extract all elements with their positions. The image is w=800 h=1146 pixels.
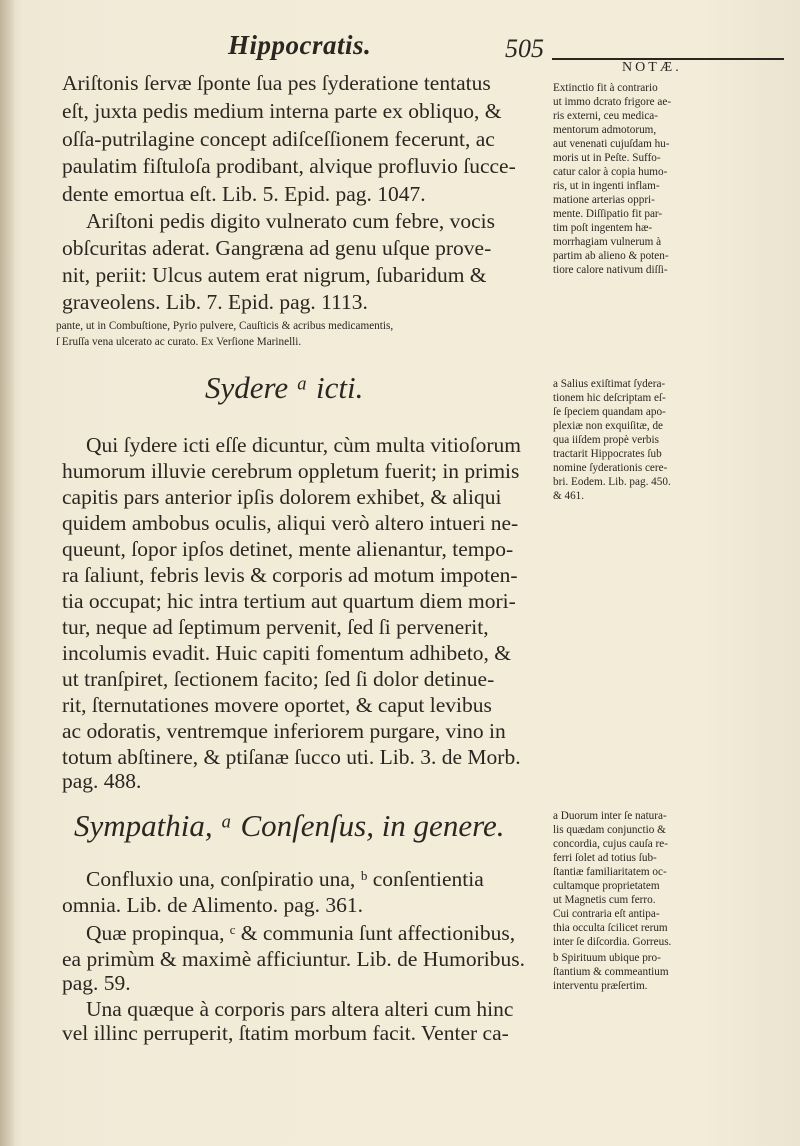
note-line: & 461. bbox=[553, 490, 585, 502]
main-line: tur, neque ad ſeptimum pervenit, ſed ſi pervenerit, bbox=[62, 615, 489, 639]
main-line: humorum illuvie cerebrum oppletum fuerit; in primis bbox=[62, 459, 520, 483]
main-line: Ariſtonis ſervæ ſponte ſua pes ſyderatione tentatus bbox=[62, 71, 491, 95]
main-line: paulatim fiſtuloſa prodibant, alvique profluvio ſucce- bbox=[62, 154, 516, 178]
note-line: aut venenati cujuſdam hu- bbox=[553, 138, 670, 150]
note-line: ferri ſolet ad totius ſub- bbox=[553, 852, 657, 864]
running-title: Hippocratis. bbox=[228, 30, 372, 60]
page-number: 505 bbox=[505, 34, 544, 63]
note-line: interventu præſertim. bbox=[553, 980, 648, 992]
main-line: ra ſaliunt, febris levis & corporis ad motum impoten- bbox=[62, 563, 518, 587]
note-line: ſtantiæ familiaritatem oc- bbox=[553, 866, 667, 878]
page-gutter-shadow bbox=[0, 0, 14, 1146]
wide-note-line: ſ Eruſſa vena ulcerato ac curato. Ex Verſione Marinelli. bbox=[56, 336, 302, 348]
note-line: b Spirituum ubique pro- bbox=[553, 952, 661, 964]
note-line: ris externi, ceu medica- bbox=[553, 110, 658, 122]
note-line: bri. Eodem. Lib. pag. 450. bbox=[553, 476, 671, 488]
main-line: obſcuritas aderat. Gangræna ad genu uſque prove- bbox=[62, 236, 492, 260]
note-line: ſtantium & commeantium bbox=[553, 966, 669, 978]
note-line: mente. Diſſipatio fit par- bbox=[553, 208, 663, 220]
note-line: ris, ut in ingenti inflam- bbox=[553, 180, 660, 192]
main-line: pag. 59. bbox=[62, 971, 131, 995]
note-line: matione arterias oppri- bbox=[553, 194, 655, 206]
note-line: Extinctio fit à contrario bbox=[553, 82, 658, 94]
section-heading-sydere: Sydere ᵃ icti. bbox=[205, 370, 364, 405]
main-line: rit, ſternutationes movere oportet, & caput levibus bbox=[62, 693, 492, 717]
main-line: quidem ambobus oculis, aliqui verò altero intueri ne- bbox=[62, 511, 519, 535]
main-line: totum abſtinere, & ptiſanæ ſucco uti. Lib. 3. de Morb. bbox=[62, 745, 521, 769]
main-line: Qui ſydere icti eſſe dicuntur, cùm multa vitioſorum bbox=[86, 433, 522, 457]
note-line: ſe ſpeciem quandam apo- bbox=[553, 406, 666, 418]
section-heading-sympathia: Sympathia, ᵃ Conſenſus, in genere. bbox=[74, 808, 505, 843]
main-line: ea primùm & maximè afficiuntur. Lib. de Humoribus. bbox=[62, 947, 525, 971]
main-line: incolumis evadit. Huic capiti fomentum adhibeto, & bbox=[62, 641, 512, 665]
main-line: vel illinc perruperit, ſtatim morbum facit. Venter ca- bbox=[62, 1021, 509, 1045]
notes-heading: NOTÆ. bbox=[622, 60, 682, 75]
main-line: eſt, juxta pedis medium interna parte ex obliquo, & bbox=[62, 99, 502, 123]
note-line: tionem hic deſcriptam eſ- bbox=[553, 392, 666, 404]
note-line: ut immo dcrato frigore ae- bbox=[553, 96, 672, 108]
note-line: a Salius exiſtimat ſydera- bbox=[553, 378, 666, 390]
note-line: catur calor à copia humo- bbox=[553, 166, 668, 178]
note-line: tiore calore nativum diſſi- bbox=[553, 264, 668, 276]
main-line: ac odoratis, ventremque inferiorem purgare, vino in bbox=[62, 719, 506, 743]
main-line: graveolens. Lib. 7. Epid. pag. 1113. bbox=[62, 290, 368, 314]
note-line: tim poſt ingentem hæ- bbox=[553, 222, 653, 234]
main-line: tia occupat; hic intra tertium aut quartum diem mori- bbox=[62, 589, 516, 613]
note-line: ut Magnetis cum ferro. bbox=[553, 894, 656, 906]
main-line: pag. 488. bbox=[62, 769, 142, 793]
main-line: oſſa-putrilagine concept adiſceſſionem fecerunt, ac bbox=[62, 127, 495, 151]
main-line: queunt, ſopor ipſos detinet, mente alienantur, tempo- bbox=[62, 537, 514, 561]
note-line: lis quædam conjunctio & bbox=[553, 824, 666, 836]
wide-note-line: pante, ut in Combuſtione, Pyrio pulvere, Cauſticis & acribus medicamentis, bbox=[56, 320, 394, 332]
main-line: Confluxio una, conſpiratio una, ᵇ conſentientia bbox=[86, 867, 484, 891]
note-line: morrhagiam vulnerum à bbox=[553, 236, 662, 248]
note-line: a Duorum inter ſe natura- bbox=[553, 810, 667, 822]
note-line: partim ab alieno & poten- bbox=[553, 250, 669, 262]
note-line: cultamque proprietatem bbox=[553, 880, 660, 892]
note-line: plexiæ non exquiſitæ, de bbox=[553, 420, 664, 432]
note-line: mentorum admotorum, bbox=[553, 124, 657, 136]
note-line: nomine ſyderationis cere- bbox=[553, 462, 668, 474]
note-line: inter ſe diſcordia. Gorreus. bbox=[553, 936, 672, 948]
note-line: qua iiſdem propè verbis bbox=[553, 434, 659, 446]
main-line: Una quæque à corporis pars altera alteri cum hinc bbox=[86, 997, 514, 1021]
note-line: moris ut in Peſte. Suffo- bbox=[553, 152, 661, 164]
note-line: thia occulta ſcilicet rerum bbox=[553, 922, 668, 934]
main-line: capitis pars anterior ipſis dolorem exhibet, & aliqui bbox=[62, 485, 502, 509]
main-line: Ariſtoni pedis digito vulnerato cum febre, vocis bbox=[86, 209, 496, 233]
main-line: Quæ propinqua, ᶜ & communia ſunt affectionibus, bbox=[86, 921, 516, 945]
main-line: omnia. Lib. de Alimento. pag. 361. bbox=[62, 893, 363, 917]
main-line: dente emortua eſt. Lib. 5. Epid. pag. 1047. bbox=[62, 182, 426, 206]
note-line: Cui contraria eſt antipa- bbox=[553, 908, 660, 920]
note-line: tractarit Hippocrates ſub bbox=[553, 448, 662, 460]
note-line: concordia, cujus cauſa re- bbox=[553, 838, 668, 850]
main-line: ut tranſpiret, ſectionem facito; ſed ſi dolor detinue- bbox=[62, 667, 495, 691]
main-line: nit, periit: Ulcus autem erat nigrum, ſubaridum & bbox=[62, 263, 487, 287]
